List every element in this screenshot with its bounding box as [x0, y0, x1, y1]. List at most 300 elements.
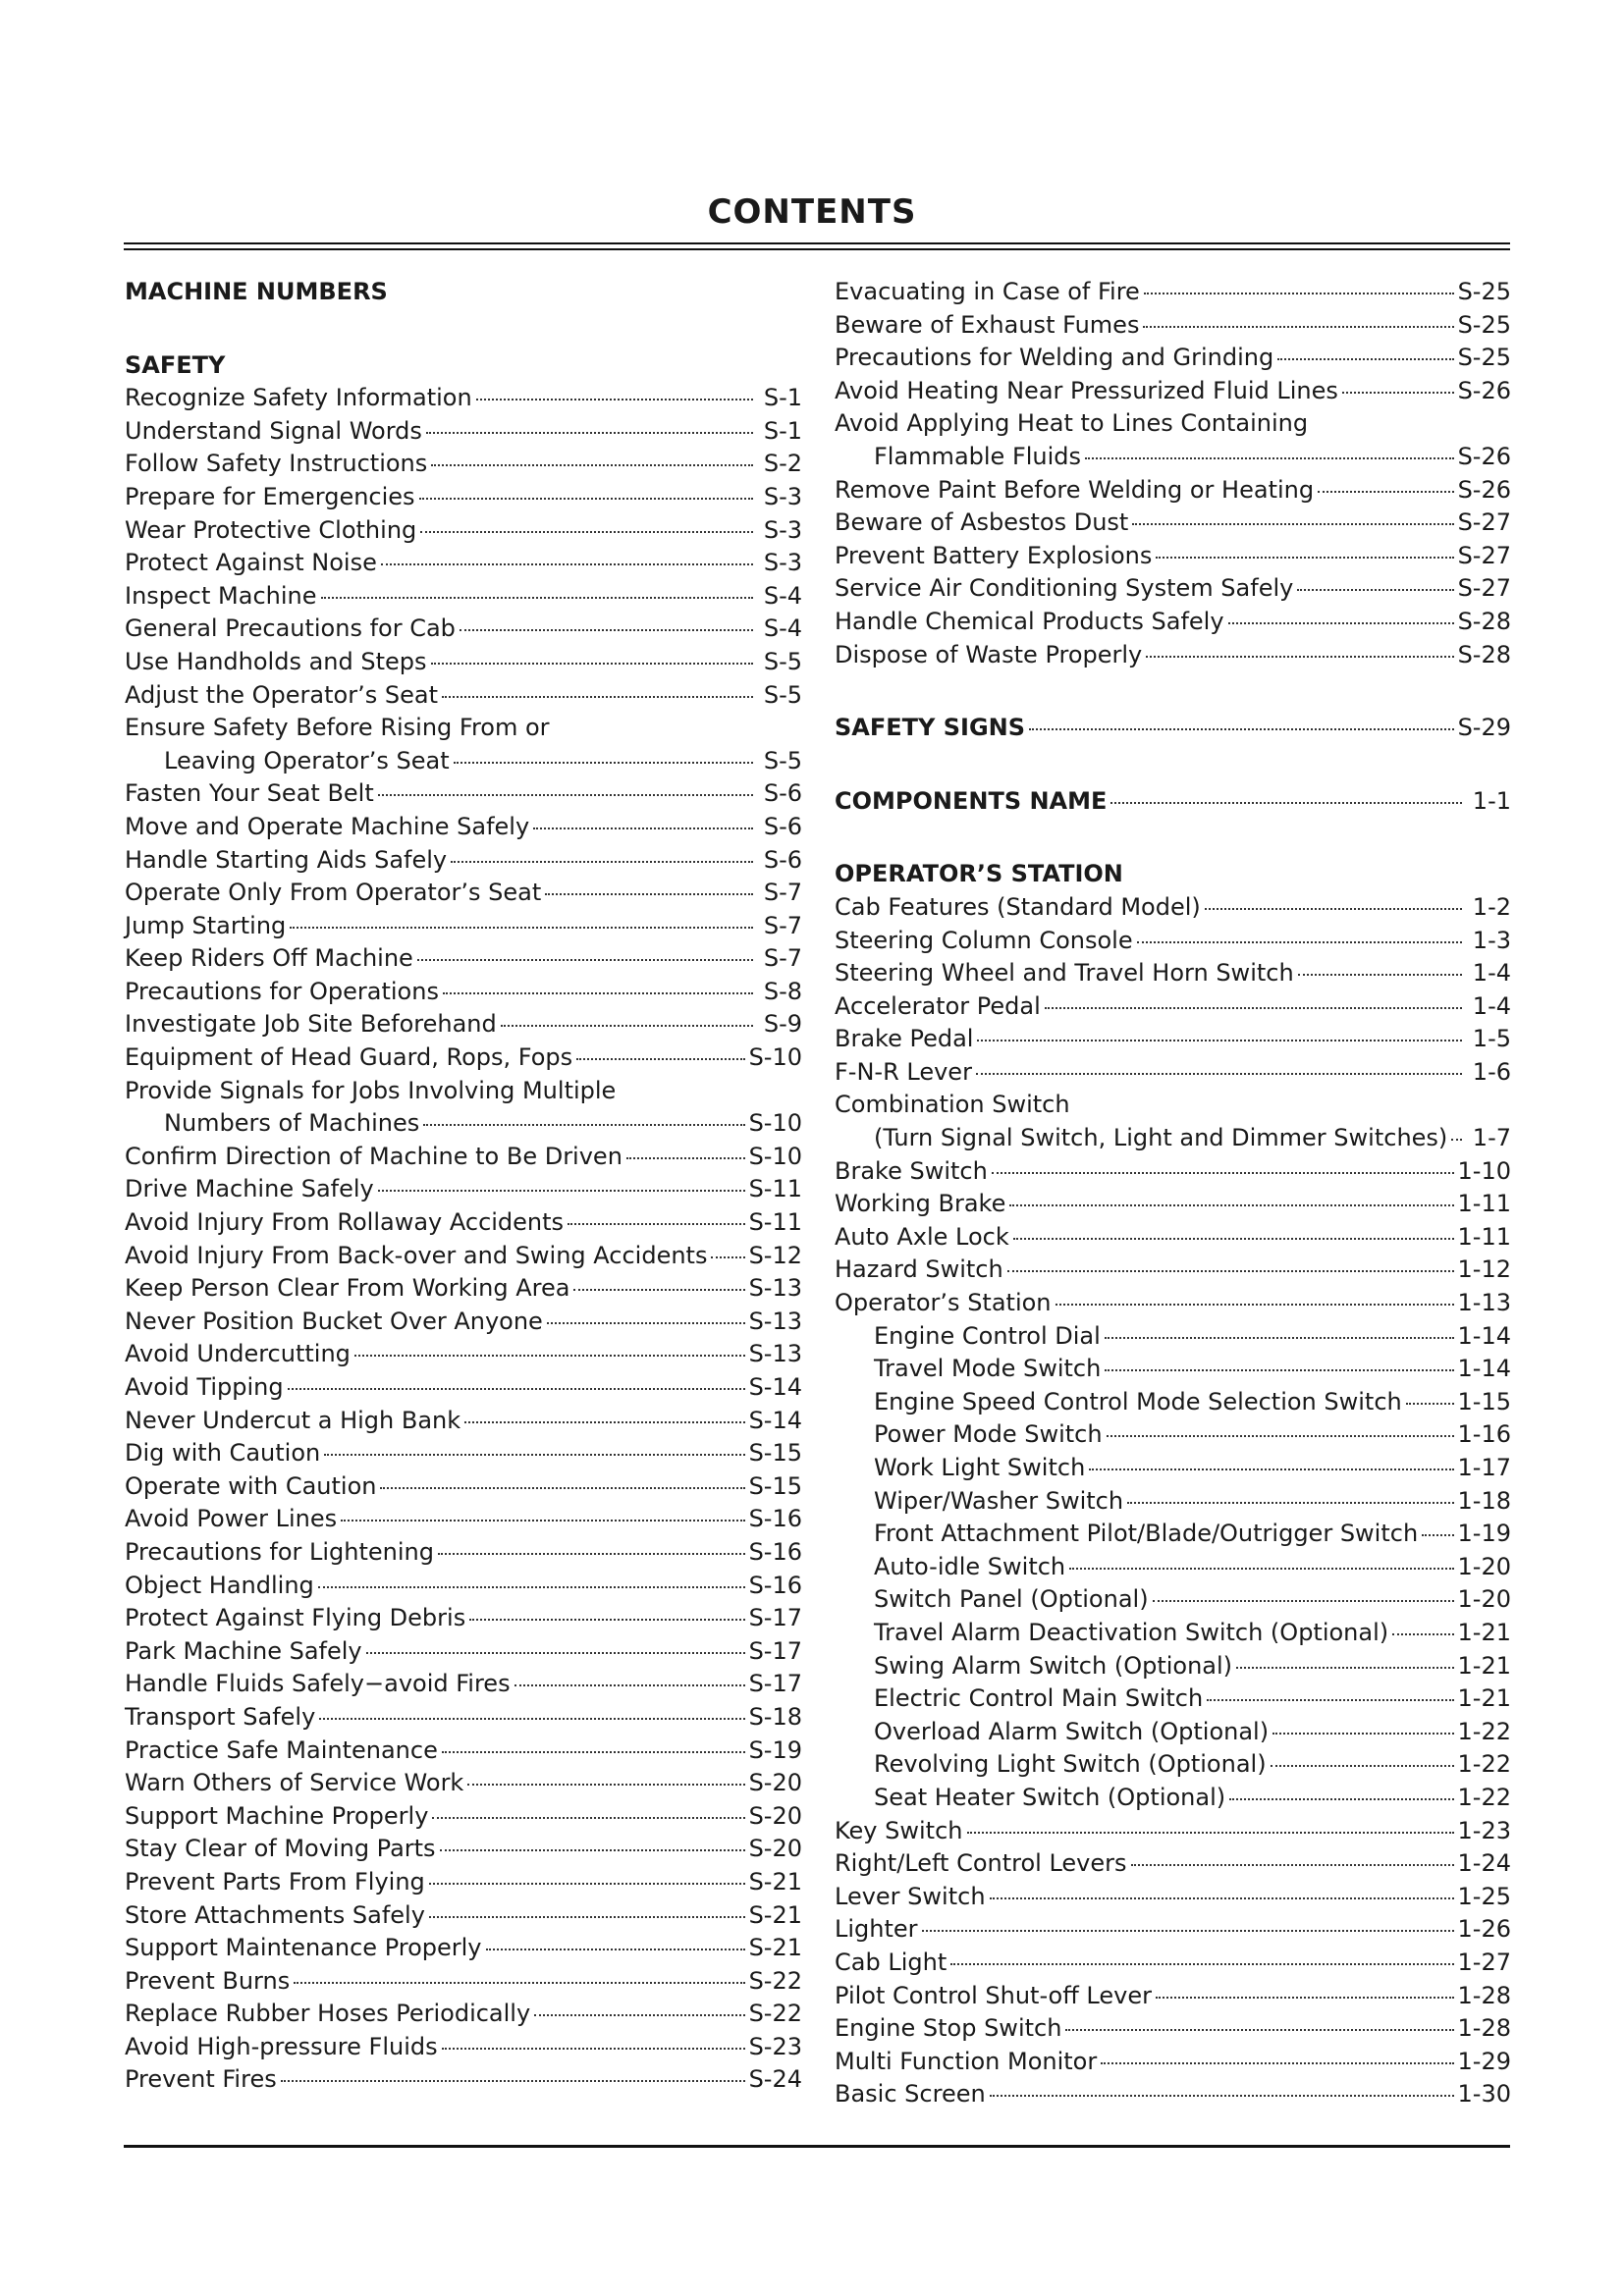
toc-entry	[835, 2012, 1511, 2046]
toc-page-number: 1-18	[1457, 1486, 1511, 1515]
toc-page-number: S-6	[763, 812, 802, 840]
toc-entry-label: Basic Screen	[835, 2080, 986, 2109]
toc-entry	[835, 1650, 1511, 1683]
toc-entry-label: Multi Function Monitor	[835, 2047, 1098, 2075]
toc-page-number: S-25	[1457, 344, 1511, 372]
toc-entry	[125, 1107, 802, 1141]
toc-page-number: 1-27	[1457, 1948, 1511, 1976]
toc-entry	[835, 1617, 1511, 1650]
toc-entry-label: Transport Safely	[125, 1702, 316, 1731]
toc-page-number: 1-4	[1472, 959, 1511, 988]
toc-entry-label: Prevent Parts From Flying	[125, 1867, 425, 1896]
dot-leader	[1236, 1667, 1454, 1669]
toc-entry	[835, 1847, 1511, 1881]
toc-entry-label: COMPONENTS NAME	[835, 786, 1108, 815]
toc-page-number: S-7	[763, 944, 802, 973]
toc-entry	[125, 679, 802, 713]
toc-left-column	[125, 276, 802, 2097]
dot-leader	[378, 794, 753, 796]
toc-entry-label: Avoid High-pressure Fluids	[125, 2032, 438, 2060]
toc-entry-continued	[835, 1089, 1511, 1122]
dot-leader	[454, 762, 753, 764]
toc-page-number: 1-21	[1457, 1684, 1511, 1713]
toc-entry-label: Steering Wheel and Travel Horn Switch	[835, 959, 1294, 988]
toc-entry-label: Engine Control Dial	[874, 1321, 1101, 1350]
toc-entry	[125, 613, 802, 646]
dot-leader	[1132, 523, 1453, 525]
toc-entry	[835, 606, 1511, 639]
toc-page-number: 1-28	[1457, 2014, 1511, 2043]
toc-page-number: 1-11	[1457, 1190, 1511, 1218]
toc-entry	[125, 580, 802, 614]
toc-entry	[835, 1551, 1511, 1584]
toc-entry-label: Handle Starting Aids Safely	[125, 845, 448, 874]
dot-leader	[443, 992, 753, 994]
toc-entry	[125, 976, 802, 1009]
toc-entry-label: Engine Stop Switch	[835, 2014, 1062, 2043]
dot-leader	[429, 1916, 745, 1918]
toc-page-number: S-13	[748, 1340, 802, 1368]
toc-page-number: 1-21	[1457, 1618, 1511, 1646]
toc-entry-label: Remove Paint Before Welding or Heating	[835, 475, 1315, 504]
toc-entry	[125, 1141, 802, 1174]
toc-entry-label: Object Handling	[125, 1571, 314, 1599]
toc-entry-label: Warn Others of Service Work	[125, 1769, 464, 1797]
toc-page-number: S-20	[748, 1801, 802, 1830]
toc-page-number: 1-2	[1472, 892, 1511, 921]
toc-entry	[125, 1536, 802, 1570]
toc-entry-label: Keep Riders Off Machine	[125, 944, 413, 973]
toc-entry	[835, 1485, 1511, 1519]
toc-page-number: S-16	[748, 1537, 802, 1566]
toc-page-number: S-21	[748, 1900, 802, 1929]
dot-leader	[1277, 358, 1453, 360]
toc-entry	[835, 1320, 1511, 1354]
dot-leader	[469, 1619, 744, 1621]
toc-entry	[125, 1306, 802, 1339]
toc-page-number: S-14	[748, 1406, 802, 1434]
toc-entry-label: Prepare for Emergencies	[125, 482, 415, 510]
toc-entry-label: Evacuating in Case of Fire	[835, 278, 1140, 305]
toc-entry	[125, 481, 802, 514]
dot-leader	[1205, 908, 1462, 910]
toc-page-number: S-14	[748, 1373, 802, 1401]
dot-leader	[431, 464, 753, 466]
dot-leader	[288, 1388, 745, 1390]
toc-entry	[125, 1833, 802, 1866]
toc-page-number: 1-4	[1472, 991, 1511, 1020]
toc-page-number: 1-25	[1457, 1882, 1511, 1910]
dot-leader	[1137, 941, 1462, 943]
toc-page-number: S-27	[1457, 541, 1511, 569]
toc-page-number: S-15	[748, 1439, 802, 1468]
section-heading: MACHINE NUMBERS	[125, 278, 388, 305]
toc-page-number: S-7	[763, 911, 802, 939]
toc-entry	[835, 1386, 1511, 1419]
toc-entry-label: Confirm Direction of Machine to Be Driven	[125, 1142, 623, 1170]
dot-leader	[1065, 2029, 1453, 2031]
toc-entry-label: Recognize Safety Information	[125, 384, 472, 412]
dot-leader	[533, 828, 753, 829]
dot-leader	[1107, 1435, 1454, 1437]
toc-entry-label: Precautions for Operations	[125, 977, 439, 1005]
toc-entry	[125, 1338, 802, 1371]
toc-entry-label: Support Maintenance Properly	[125, 1934, 482, 1962]
toc-entry	[835, 1452, 1511, 1485]
dot-leader	[1007, 1270, 1454, 1272]
toc-page-number: S-26	[1457, 376, 1511, 404]
dot-leader	[1085, 457, 1454, 459]
toc-page-number: S-15	[748, 1471, 802, 1500]
dot-leader	[568, 1223, 745, 1225]
toc-entry	[835, 1881, 1511, 1914]
toc-entry-label: Protect Against Noise	[125, 549, 377, 577]
dot-leader	[419, 498, 753, 500]
toc-entry	[125, 514, 802, 548]
toc-page-number: 1-28	[1457, 1981, 1511, 2009]
toc-page-number: 1-13	[1457, 1289, 1511, 1317]
toc-entry-label: Handle Chemical Products Safely	[835, 607, 1224, 635]
toc-page-number: 1-21	[1457, 1651, 1511, 1680]
toc-entry	[835, 1913, 1511, 1947]
footer-rule	[124, 2145, 1510, 2148]
toc-entry-label: Dispose of Waste Properly	[835, 640, 1143, 668]
toc-page-number: S-25	[1457, 278, 1511, 305]
section-heading: OPERATOR’S STATION	[835, 860, 1123, 888]
toc-entry	[835, 1748, 1511, 1782]
toc-page-number: S-10	[748, 1043, 802, 1072]
toc-entry	[835, 1980, 1511, 2013]
toc-entry	[125, 1206, 802, 1240]
toc-page-number: S-29	[1457, 714, 1511, 742]
toc-entry	[125, 547, 802, 580]
toc-page-number: 1-7	[1472, 1124, 1511, 1152]
dot-leader	[711, 1256, 744, 1258]
toc-entry-continued	[125, 712, 802, 745]
title-rule	[124, 242, 1510, 250]
toc-entry-label: Avoid Undercutting	[125, 1340, 351, 1368]
toc-page-number: 1-10	[1457, 1156, 1511, 1185]
toc-entry-label: Overload Alarm Switch (Optional)	[874, 1717, 1270, 1745]
page-title: CONTENTS	[707, 192, 917, 232]
dot-leader	[990, 2095, 1454, 2097]
dot-leader	[294, 1982, 744, 1984]
toc-entry-label: Precautions for Lightening	[125, 1537, 434, 1566]
dot-leader	[1298, 974, 1462, 976]
section-spacer	[125, 309, 802, 349]
toc-page-number: S-23	[748, 2032, 802, 2060]
toc-page-number: 1-15	[1457, 1387, 1511, 1415]
toc-entry	[835, 441, 1511, 474]
toc-page-number: S-27	[1457, 508, 1511, 537]
toc-entry-label: Electric Control Main Switch	[874, 1684, 1204, 1713]
toc-entry	[125, 745, 802, 778]
toc-page-number: 1-20	[1457, 1552, 1511, 1580]
toc-page-number: S-10	[748, 1142, 802, 1170]
dot-leader	[977, 1040, 1462, 1041]
toc-page-number: 1-29	[1457, 2047, 1511, 2075]
toc-page-number: S-4	[763, 614, 802, 643]
toc-entry-label: Precautions for Welding and Grinding	[835, 344, 1274, 372]
toc-page-number: S-3	[763, 515, 802, 544]
dot-leader	[1156, 557, 1453, 559]
toc-entry-label: Never Undercut a High Bank	[125, 1406, 461, 1434]
dot-leader	[1342, 392, 1454, 394]
toc-entry-label: Operator’s Station	[835, 1289, 1052, 1317]
toc-entry-label: Avoid Heating Near Pressurized Fluid Lines	[835, 376, 1338, 404]
toc-entry-label: Wear Protective Clothing	[125, 515, 417, 544]
toc-page-number: S-8	[763, 977, 802, 1005]
toc-entry	[125, 1998, 802, 2031]
toc-entry-label: Store Attachments Safely	[125, 1900, 425, 1929]
toc-entry-label: Ensure Safety Before Rising From or	[125, 714, 550, 742]
toc-entry	[835, 1583, 1511, 1617]
dot-leader	[420, 531, 753, 533]
toc-page-number: S-7	[763, 879, 802, 907]
toc-entry	[835, 785, 1511, 819]
toc-entry	[125, 1405, 802, 1438]
toc-entry-label: Front Attachment Pilot/Blade/Outrigger Switch	[874, 1520, 1419, 1548]
toc-page-number: 1-14	[1457, 1355, 1511, 1383]
toc-entry	[835, 712, 1511, 745]
toc-page-number: 1-20	[1457, 1585, 1511, 1614]
toc-entry-label: Work Light Switch	[874, 1454, 1086, 1481]
toc-page-number: S-20	[748, 1769, 802, 1797]
toc-entry	[835, 474, 1511, 507]
toc-entry	[835, 990, 1511, 1024]
toc-page-number: 1-23	[1457, 1816, 1511, 1844]
toc-entry-label: Avoid Injury From Back-over and Swing Accidents	[125, 1241, 708, 1269]
toc-page-number: S-24	[748, 2065, 802, 2094]
toc-page-number: S-20	[748, 1835, 802, 1863]
toc-entry	[125, 1965, 802, 1999]
toc-entry	[125, 1503, 802, 1536]
dot-leader	[1392, 1633, 1453, 1635]
dot-leader	[426, 432, 753, 434]
dot-leader	[1451, 1139, 1462, 1141]
toc-entry-label: Brake Pedal	[835, 1025, 974, 1053]
toc-entry	[125, 1272, 802, 1306]
toc-page-number: 1-22	[1457, 1717, 1511, 1745]
toc-entry-label: Swing Alarm Switch (Optional)	[874, 1651, 1233, 1680]
dot-leader	[381, 563, 753, 565]
toc-page-number: S-16	[748, 1571, 802, 1599]
toc-page-number: S-21	[748, 1867, 802, 1896]
toc-entry-label: Steering Column Console	[835, 926, 1133, 954]
dot-leader	[442, 696, 753, 698]
dot-leader	[967, 1832, 1454, 1834]
toc-entry	[835, 1221, 1511, 1255]
toc-page-number: S-3	[763, 549, 802, 577]
dot-leader	[451, 861, 753, 863]
toc-page-number: S-17	[748, 1670, 802, 1698]
toc-page-number: S-28	[1457, 640, 1511, 668]
toc-entry	[125, 1800, 802, 1834]
toc-entry	[835, 342, 1511, 375]
toc-entry-label: Travel Mode Switch	[874, 1355, 1102, 1383]
dot-leader	[534, 2014, 744, 2016]
toc-entry-label: Prevent Battery Explosions	[835, 541, 1153, 569]
toc-entry-label: Inspect Machine	[125, 581, 317, 610]
dot-leader	[281, 2080, 745, 2082]
toc-entry	[835, 1287, 1511, 1320]
toc-entry	[125, 942, 802, 976]
toc-entry	[835, 1353, 1511, 1386]
section-spacer	[835, 745, 1511, 785]
toc-entry-label: Leaving Operator’s Seat	[164, 746, 450, 774]
dot-leader	[467, 1784, 744, 1786]
toc-page-number: S-3	[763, 482, 802, 510]
dot-leader	[1144, 293, 1454, 294]
dot-leader	[1229, 1798, 1453, 1800]
toc-entry-continued	[835, 407, 1511, 441]
dot-leader	[341, 1520, 744, 1522]
toc-entry-label: General Precautions for Cab	[125, 614, 456, 643]
toc-entry	[835, 1056, 1511, 1090]
dot-leader	[1207, 1699, 1453, 1701]
toc-page-number: 1-22	[1457, 1750, 1511, 1779]
dot-leader	[417, 959, 753, 961]
toc-entry-label: Operate with Caution	[125, 1471, 377, 1500]
toc-page-number: S-4	[763, 581, 802, 610]
toc-page-number: S-1	[763, 416, 802, 445]
dot-leader	[321, 597, 754, 599]
toc-entry	[125, 1635, 802, 1669]
toc-entry-label: Avoid Applying Heat to Lines Containing	[835, 409, 1309, 438]
toc-entry	[125, 2031, 802, 2064]
toc-entry	[125, 1437, 802, 1470]
toc-page-number: 1-16	[1457, 1420, 1511, 1449]
toc-page-number: S-6	[763, 779, 802, 808]
toc-page-number: S-19	[748, 1735, 802, 1764]
toc-entry-label: Stay Clear of Moving Parts	[125, 1835, 436, 1863]
dot-leader	[1101, 2062, 1453, 2064]
toc-entry-label: Prevent Fires	[125, 2065, 277, 2094]
toc-entry	[835, 1122, 1511, 1155]
toc-entry	[835, 276, 1511, 309]
dot-leader	[1105, 1337, 1454, 1339]
toc-page-number: S-11	[748, 1208, 802, 1237]
toc-page-number: S-18	[748, 1702, 802, 1731]
toc-entry-label: Park Machine Safely	[125, 1636, 362, 1665]
dot-leader	[1131, 1864, 1454, 1866]
section-heading: SAFETY	[125, 350, 226, 379]
toc-entry	[835, 2046, 1511, 2079]
dot-leader	[950, 1963, 1453, 1965]
dot-leader	[992, 1172, 1454, 1174]
dot-leader	[366, 1652, 745, 1654]
toc-entry-label: Follow Safety Instructions	[125, 450, 428, 478]
toc-entry	[835, 957, 1511, 990]
toc-entry	[835, 1254, 1511, 1287]
toc-entry-label: Accelerator Pedal	[835, 991, 1041, 1020]
dot-leader	[476, 399, 753, 400]
toc-entry-label: Cab Features (Standard Model)	[835, 892, 1201, 921]
toc-entry-label: Key Switch	[835, 1816, 963, 1844]
toc-entry-label: Keep Person Clear From Working Area	[125, 1274, 570, 1303]
toc-entry	[125, 1735, 802, 1768]
toc-entry-label: Auto Axle Lock	[835, 1222, 1009, 1251]
section-spacer	[835, 818, 1511, 858]
toc-entry-label: (Turn Signal Switch, Light and Dimmer Switches)	[874, 1124, 1448, 1152]
toc-entry-label: Prevent Burns	[125, 1966, 291, 1995]
toc-entry	[835, 1716, 1511, 1749]
toc-entry-label: Protect Against Flying Debris	[125, 1604, 466, 1632]
dot-leader	[1297, 589, 1453, 591]
toc-entry	[835, 1947, 1511, 1980]
toc-entry	[835, 1418, 1511, 1452]
dot-leader	[378, 1190, 745, 1192]
dot-leader	[1146, 656, 1453, 658]
toc-entry-label: Numbers of Machines	[164, 1109, 420, 1138]
toc-right-column	[835, 276, 1511, 2111]
toc-entry	[125, 877, 802, 910]
toc-page-number: S-5	[763, 680, 802, 709]
toc-entry	[835, 639, 1511, 672]
toc-entry-label: Adjust the Operator’s Seat	[125, 680, 438, 709]
toc-entry	[125, 1668, 802, 1701]
toc-entry-label: SAFETY SIGNS	[835, 714, 1026, 742]
dot-leader	[440, 1849, 745, 1851]
toc-entry	[835, 1155, 1511, 1189]
dot-leader	[464, 1421, 744, 1423]
toc-entry-label: Fasten Your Seat Belt	[125, 779, 374, 808]
toc-entry	[125, 1602, 802, 1635]
toc-entry	[835, 309, 1511, 343]
dot-leader	[1406, 1403, 1454, 1405]
toc-entry-label: Combination Switch	[835, 1091, 1070, 1119]
toc-entry-label: Replace Rubber Hoses Periodically	[125, 2000, 531, 2028]
toc-entry	[125, 1932, 802, 1965]
toc-entry	[835, 507, 1511, 540]
dot-leader	[486, 1949, 745, 1950]
dot-leader	[576, 1058, 744, 1060]
toc-entry	[835, 925, 1511, 958]
dot-leader	[442, 2048, 745, 2050]
dot-leader	[438, 1553, 745, 1555]
toc-entry	[125, 811, 802, 844]
toc-entry	[125, 777, 802, 811]
toc-page-number: S-13	[748, 1274, 802, 1303]
dot-leader	[626, 1157, 745, 1159]
toc-entry	[125, 1173, 802, 1206]
dot-leader	[514, 1684, 745, 1686]
toc-entry	[125, 415, 802, 449]
dot-leader	[1089, 1468, 1453, 1470]
dot-leader	[1069, 1568, 1453, 1570]
toc-page-number: S-25	[1457, 310, 1511, 339]
toc-entry	[125, 844, 802, 878]
toc-entry-label: Engine Speed Control Mode Selection Switch	[874, 1387, 1402, 1415]
toc-entry	[125, 1008, 802, 1041]
dot-leader	[545, 893, 753, 895]
toc-page-number: 1-26	[1457, 1915, 1511, 1944]
dot-leader	[1013, 1238, 1454, 1240]
toc-entry	[125, 646, 802, 679]
toc-entry-label: Working Brake	[835, 1190, 1006, 1218]
dot-leader	[1271, 1765, 1454, 1767]
dot-leader	[318, 1586, 745, 1588]
toc-entry-label: Investigate Job Site Beforehand	[125, 1010, 497, 1039]
dot-leader	[1056, 1304, 1454, 1306]
dot-leader	[990, 1897, 1454, 1899]
toc-entry	[125, 448, 802, 481]
toc-entry-label: Hazard Switch	[835, 1255, 1003, 1284]
dot-leader	[423, 1124, 744, 1126]
toc-entry	[125, 1240, 802, 1273]
toc-entry-label: Use Handholds and Steps	[125, 647, 427, 675]
toc-page-number: 1-1	[1472, 786, 1511, 815]
